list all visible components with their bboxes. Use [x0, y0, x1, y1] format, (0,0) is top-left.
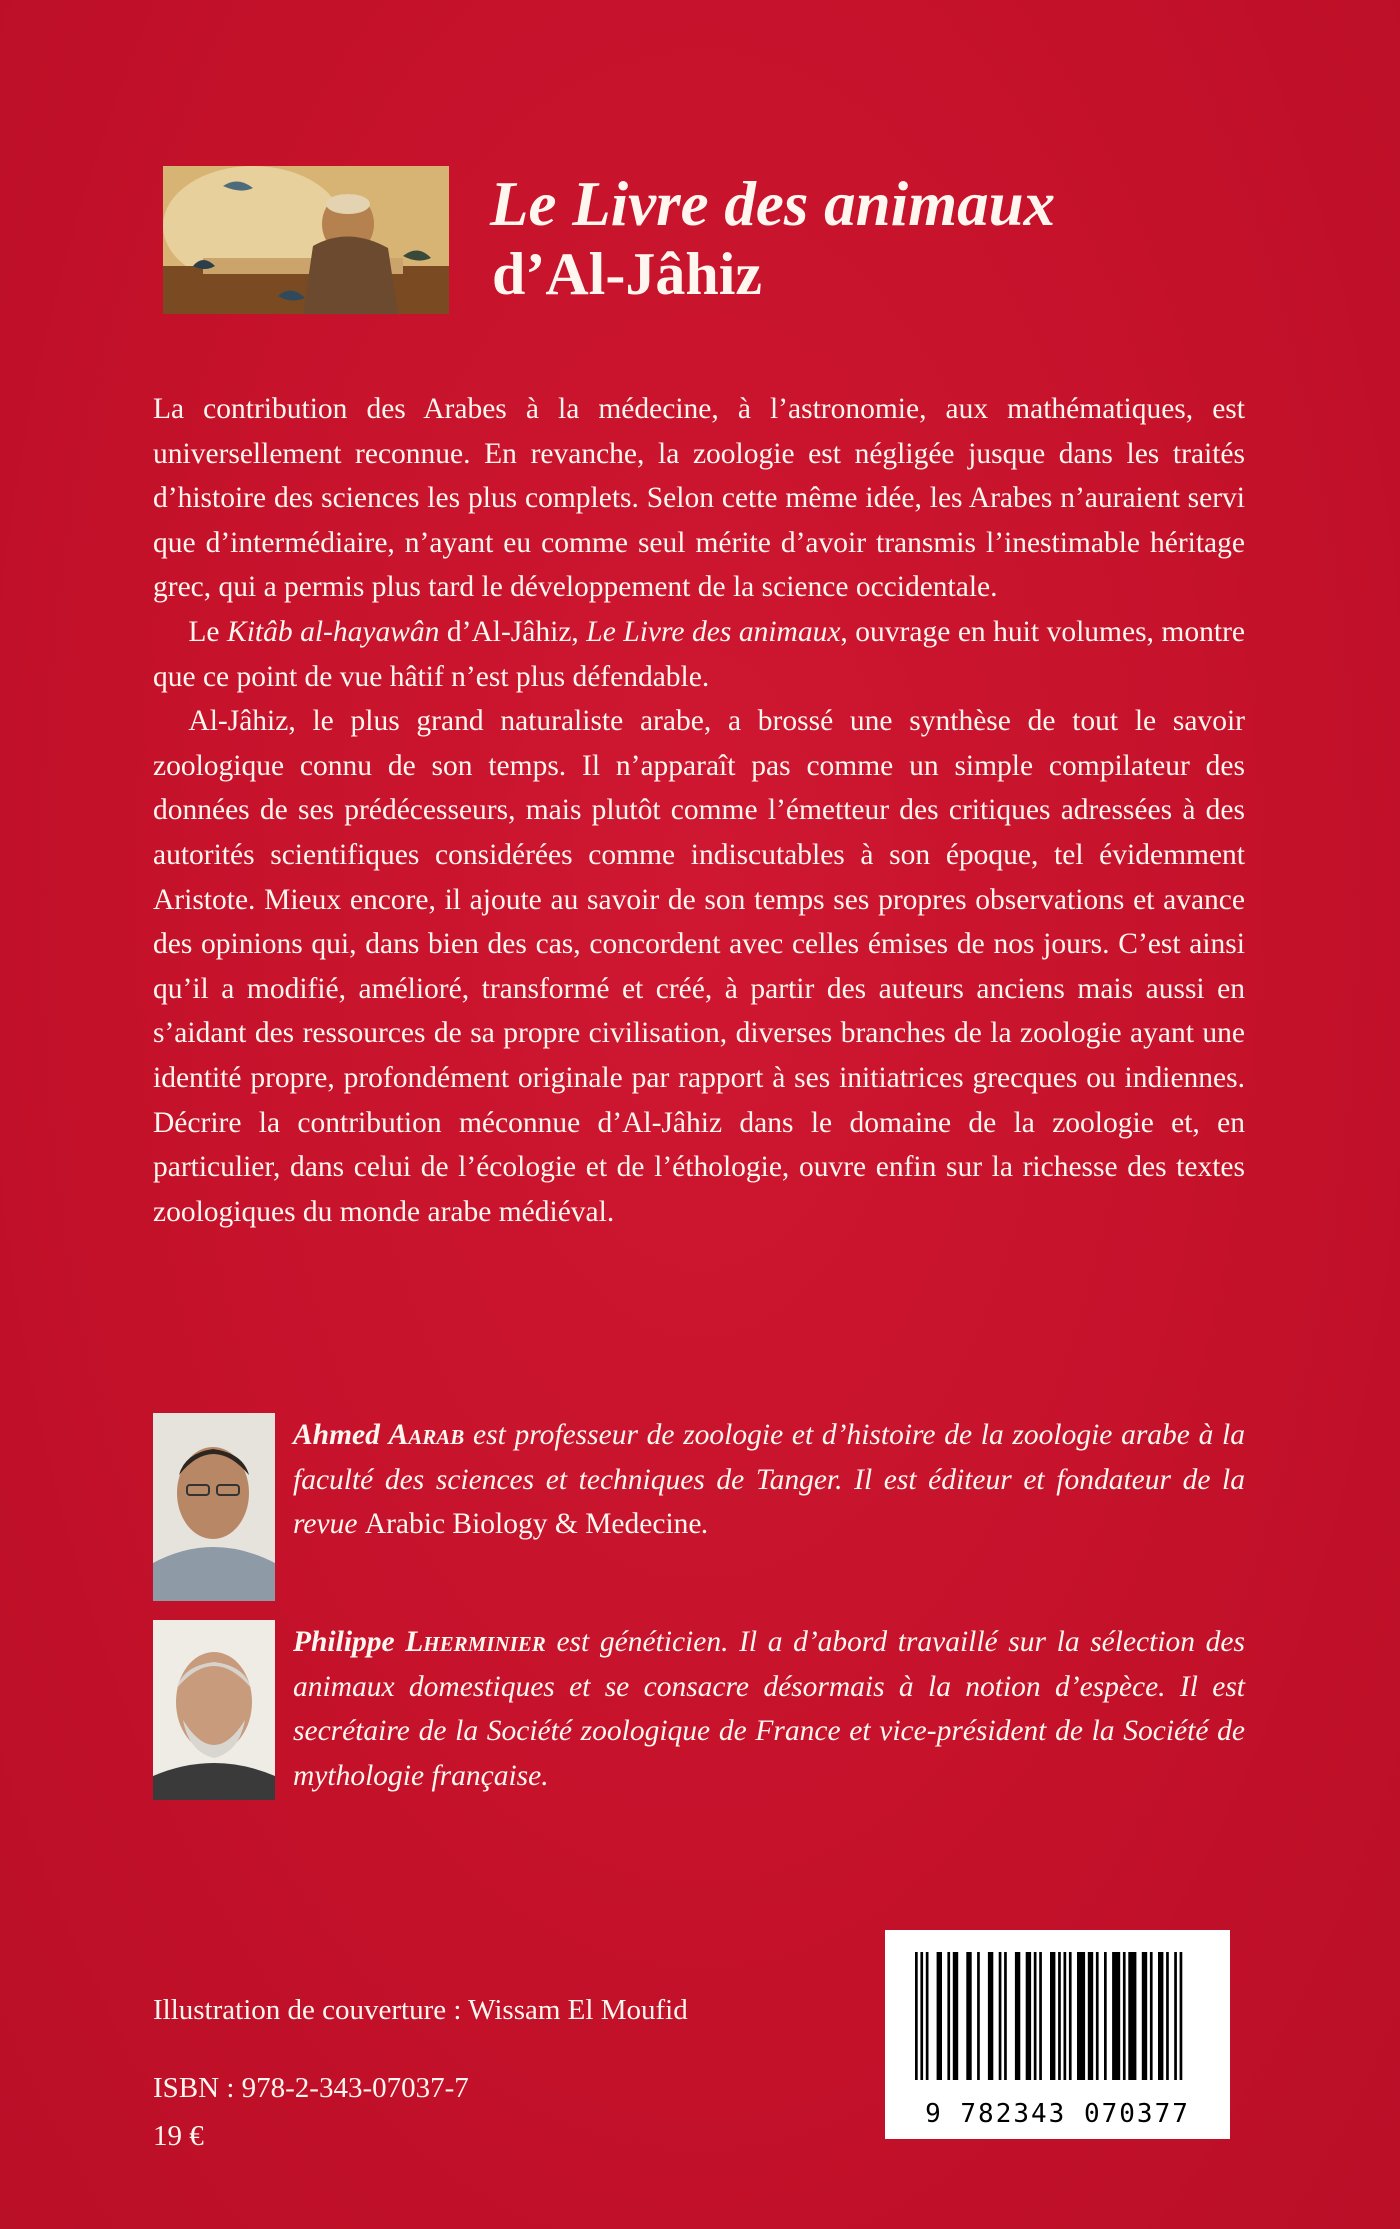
scholar-with-birds-image [163, 166, 449, 314]
barcode-bar [1050, 1952, 1055, 2080]
blurb-paragraph-3: Al-Jâhiz, le plus grand naturaliste arabe, a brossé une synthèse de tout le savoir zoologique connu de son temps. Il n’apparaît pas comme un simple compilateur des données de ses prédécesseurs, mais plutôt comme l’émetteur des critiques adressées à des autorités scientifiques considérées comme indiscutables à son époque, tel évidemment Aristote. Mieux encore, il ajoute au savoir de son temps ses propres observations et avance des opinions qui, dans bien des cas, concordent avec celles émises de nos jours. C’est ainsi qu’il a modifié, amélioré, transformé et créé, à partir des auteurs anciens mais aussi en s’aidant des ressources de sa propre civilisation, diverses branches de la zoologie ayant une identité propre, profondément originale par rapport à ses initiatrices grecques ou indiennes. Décrire la contribution méconnue d’Al-Jâhiz dans le domaine de la zoologie et, en particulier, dans celui de l’écologie et de l’éthologie, ouvre enfin sur la richesse des textes zoologiques du monde arabe médiéval. [153, 705, 1245, 1228]
blurb-text: , ouvrage en huit volumes, montre que ce point de vue hâtif n’est plus défendable. [153, 615, 1245, 693]
illustration-credit: Illustration de couverture : Wissam El Moufid [153, 1994, 688, 2026]
author-first-name: Philippe [293, 1626, 395, 1658]
barcode-bar [947, 1952, 950, 2080]
title-line-2: d’Al-Jâhiz [492, 241, 762, 308]
barcode-bar [953, 1952, 958, 2080]
barcode-bar [1158, 1952, 1163, 2080]
barcode-bar [1150, 1952, 1153, 2080]
author-bio-2 [293, 1620, 1245, 1798]
author-photo-2 [153, 1620, 275, 1800]
book-title [490, 168, 1340, 309]
barcode-bar [1123, 1952, 1126, 2080]
blurb-text: Le [188, 615, 228, 648]
cover-illustration [163, 166, 449, 314]
barcode-bar [915, 1952, 918, 2080]
barcode-bar [1104, 1952, 1107, 2080]
barcode-bars [885, 1930, 1230, 2090]
barcode-bar [1096, 1952, 1099, 2080]
blurb-paragraph-2 [153, 610, 1245, 699]
author-last-name: Lherminier [405, 1626, 546, 1658]
author-bio-text: est professeur de zoologie et d’histoire de la zoologie arabe à la faculté des sciences et techniques de Tanger. Il est éditeur et fondateur de la revue [293, 1419, 1246, 1541]
title-line-1: Le Livre des animaux [490, 169, 1056, 239]
price: 19 € [153, 2120, 204, 2152]
barcode-bar [1077, 1952, 1085, 2080]
barcode-bar [1128, 1952, 1136, 2080]
author-block-2 [153, 1620, 1245, 1800]
back-cover-blurb [153, 387, 1245, 1234]
barcode-bar [1112, 1952, 1120, 2080]
blurb-italic-title: Le Livre des animaux [586, 615, 841, 648]
barcode-bar [988, 1952, 993, 2080]
barcode-bar [1174, 1952, 1177, 2080]
barcode-bar [966, 1952, 971, 2080]
blurb-paragraph-1: La contribution des Arabes à la médecine, à l’astronomie, aux mathématiques, est universellement reconnue. En revanche, la zoologie est négligée jusque dans les traités d’histoire des sciences les plus complets. Selon cette même idée, les Arabes n’auraient servi que d’intermédiaire, n’ayant eu comme seul mérite d’avoir transmis l’inestimable héritage grec, qui a permis plus tard le développement de la science occidentale. [153, 393, 1245, 604]
barcode-bar [1069, 1952, 1072, 2080]
author-portrait-2 [153, 1620, 275, 1800]
author-bio-1 [293, 1413, 1245, 1547]
author-last-name: Aarab [388, 1419, 465, 1451]
barcode-bar [1015, 1952, 1020, 2080]
barcode-bar [1142, 1952, 1147, 2080]
barcode-bar [999, 1952, 1002, 2080]
blurb-italic-title: Kitâb al-hayawân [227, 615, 440, 648]
barcode-bar [937, 1952, 942, 2080]
barcode-bar [1088, 1952, 1093, 2080]
barcode-digits: 9 782343 070377 [925, 2099, 1190, 2129]
author-bio-text: est généticien. Il a d’abord travaillé sur la sélection des animaux domestiques et se consacre désormais à la notion d’espèce. Il est secrétaire de la Société zoologique de France et vice-président de la Société de mythologie française. [293, 1626, 1246, 1792]
author-photo-1 [153, 1413, 275, 1601]
barcode-bar [920, 1952, 923, 2080]
isbn-barcode [885, 1930, 1230, 2139]
blurb-text: d’Al-Jâhiz, [439, 615, 587, 648]
barcode-bar [1039, 1952, 1042, 2080]
barcode-bar [977, 1952, 980, 2080]
barcode-bar [1058, 1952, 1061, 2080]
barcode-bar [926, 1952, 929, 2080]
barcode-bar [1034, 1952, 1037, 2080]
barcode-bar [1180, 1952, 1183, 2080]
barcode-bar [1064, 1952, 1067, 2080]
journal-name: Arabic Biology & Medecine [364, 1508, 702, 1541]
isbn: ISBN : 978-2-343-07037-7 [153, 2072, 469, 2104]
author-bio-text-end: . [701, 1508, 709, 1541]
author-first-name: Ahmed [293, 1419, 380, 1451]
barcode-bar [1004, 1952, 1007, 2080]
barcode-bar [1026, 1952, 1031, 2080]
author-block-1 [153, 1413, 1245, 1603]
author-portrait-1 [153, 1413, 275, 1601]
barcode-bar [1166, 1952, 1169, 2080]
